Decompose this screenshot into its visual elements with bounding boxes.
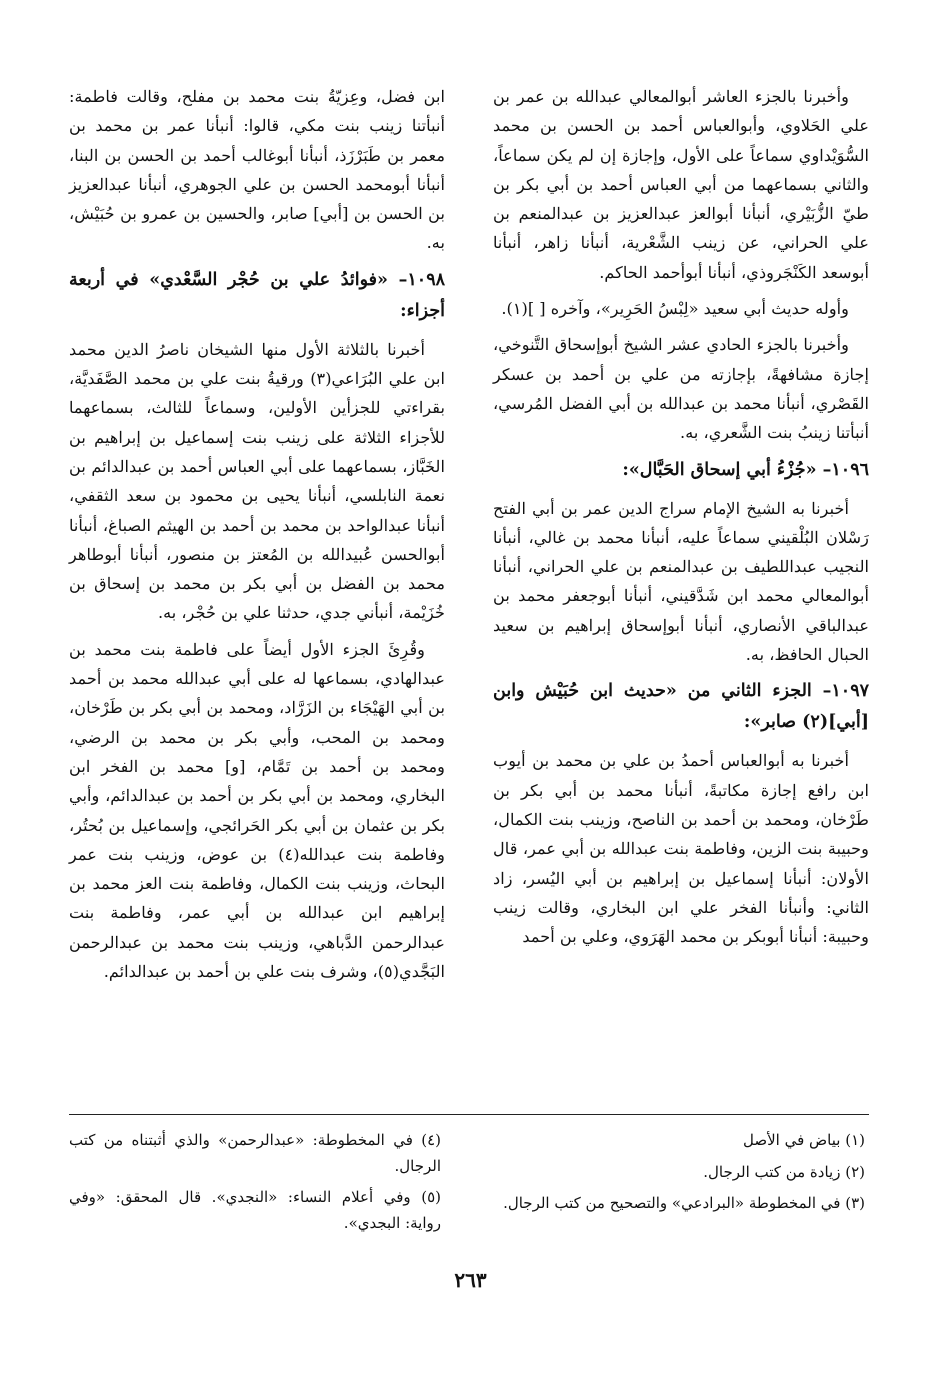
footnote-5: (٥) وفي أعلام النساء: «النجدي». قال المحقق: «وفي رواية: البجدي».	[69, 1188, 441, 1232]
heading-1096: ١٠٩٦– «جُزْءُ أبي إسحاق الحَبَّال»:	[622, 459, 869, 480]
left-text-column	[69, 82, 445, 993]
footnote-3: (٣) في المخطوطة «البرادعي» والتصحيح من كتب الرجال.	[503, 1194, 865, 1212]
paragraph-1098: أخبرنا بالثلاثة الأول منها الشيخان ناصرُ الدين محمد ابن علي البُرَاعي(٣) ورقيةُ بنت علي بن محمد الصَّفَديَّة، بقراءتي للجزأين الأولين، وسماعاً للثالث، بسماعهما للأجزاء الثلاثة على زينب بنت إسماعيل بن إبراهيم بن الخَبَّاز، بسماعهما على أبي العباس أحمد بن عبدالدائم بن نعمة النابلسي، أنبأنا يحيى بن محمود بن سعد الثقفي، أنبأنا عبدالواحد بن محمد بن أحمد بن الهيثم الصباغ، أنبأنا أبوالحسن عُبيدالله بن المُعتز بن منصور، أنبأنا أبوطاهر محمد بن الفضل بن أبي بكر بن محمد بن إسحاق بن خُزَيْمة، أنبأني جدي، حدثنا علي بن حُجْر، به.	[69, 339, 445, 623]
heading-1097: ١٠٩٧– الجزء الثاني من «حديث ابن حُبَيْش وابن [أبي](٢) صابر»:	[493, 681, 869, 733]
paragraph-first-hadith: وأوله حديث أبي سعيد «لِبْسُ الحَرِير»، وآخره [ ](١).	[501, 299, 849, 319]
paragraph-part10: وأخبرنا بالجزء العاشر أبوالمعالي عبدالله بن عمر بن علي الحَلاوي، وأبوالعباس أحمد بن الحسن بن محمد السُّوَيْداوي سماعاً على الأول، وإجازة إن لم يكن سماعاً، والثاني بسماعهما من أبي العباس أحمد بن أبي بكر بن طيّ الزُّبَيْري، أنبأنا أبوالعز عبدالعزيز بن عبدالمنعم بن علي الحراني، عن زينب الشَّعْرية، أنبأنا زاهر، أنبأنا أبوسعد الكَنْجَروذي، أنبأنا أبوأحمد الحاكم.	[493, 87, 869, 282]
paragraph-1097: أخبرنا به أبوالعباس أحمدُ بن علي بن محمد بن أيوب ابن رافع إجازة مكاتبةً، أنبأنا محمد بن أبي بكر بن طَرْخان، ومحمد بن أحمد بن الناصح، وزينب بنت الكمال، وحبيبة بنت الزين، وفاطمة بنت عبدالله بن أبي عمر، قال الأولان: أنبأنا إسماعيل بن إبراهيم بن أبي اليُسر، زاد الثاني: وأنبأنا الفخر علي ابن البخاري، وقالت زينب وحبيبة: أنبأنا أبوبكر بن محمد الهَرَوي، وعلي بن أحمد	[493, 751, 869, 947]
footnote-2: (٢) زيادة من كتب الرجال.	[703, 1162, 865, 1181]
footnote-divider	[69, 1114, 869, 1115]
heading-1098: ١٠٩٨– «فوائدُ علي بن حُجْر السَّعْدي» في أربعة أجزاء:	[69, 269, 445, 321]
paragraph-1096: أخبرنا به الشيخ الإمام سراج الدين عمر بن أبي الفتح رَسْلان البُلْقيني سماعاً عليه، أنبأنا محمد بن غالي، أنبأنا النجيب عبداللطيف بن عبدالمنعم بن علي الحراني، أنبأنا أبوالمعالي محمد ابن شَدَّقيني، أنبأنا أبوجعفر محمد بن عبدالباقي الأنصاري، أنبأنا أبوإسحاق إبراهيم بن سعيد الحبال الحافظ، به.	[493, 498, 869, 665]
paragraph-1097-continued: ابن فضل، وعِزيّةُ بنت محمد بن مفلح، وقالت فاطمة: أنبأتنا زينب بنت مكي، قالوا: أنبأنا عمر بن محمد بن معمر بن طَبَرْزَذ، أنبأنا أبوغالب أحمد بن الحسن بن البنا، أنبأنا أبومحمد الحسن بن علي الجوهري، أنبأنا عبدالعزيز بن الحسن بن [أبي] صابر، والحسين بن عمرو بن حُبَيْش، به.	[69, 87, 445, 253]
footnotes-left	[69, 1128, 441, 1242]
right-text-column	[493, 82, 869, 958]
footnotes-right	[493, 1128, 865, 1223]
footnote-1: (١) بياض في الأصل	[743, 1131, 865, 1149]
paragraph-part11: وأخبرنا بالجزء الحادي عشر الشيخ أبوإسحاق التَّنوخي، إجازة مشافهةً، بإجازته من علي بن أحمد بن عسكر القَصْري، أنبأنا محمد بن عبدالله بن أبي الفضل المُرسي، أنبأتنا زينبُ بنت الشَّعري، به.	[493, 335, 869, 443]
footnote-4: (٤) في المخطوطة: «عبدالرحمن» والذي أثبتناه من كتب الرجال.	[69, 1131, 441, 1175]
paragraph-1098-part1: وقُرِئَ الجزء الأول أيضاً على فاطمة بنت محمد بن عبدالهادي، بسماعها له على أبي عبدالله محمد بن أحمد بن أبي الهَيْجَاء بن الزَرَّاد، ومحمد بن أبي بكر بن طَرْخان، ومحمد بن المحب، وأبي بكر بن محمد بن الرضي، ومحمد بن أحمد بن تَمَّام، [و] محمد بن الفخر ابن البخاري، ومحمد بن أبي بكر بن أحمد بن عبدالدائم، وأبي بكر بن عثمان بن أبي بكر الحَرائجي، وإسماعيل بن بُحتُر، وفاطمة بنت عبدالله(٤) بن عوض، وزينب بنت عمر البحاث، وزينب بنت الكمال، وفاطمة بنت العز محمد بن إبراهيم ابن عبدالله بن أبي عمر، وفاطمة بنت عبدالرحمن الدَّباهي، وزينب بنت محمد بن عبدالرحمن البَجَّدي(٥)، وشرف بنت علي بن أحمد بن عبدالدائم.	[69, 639, 446, 982]
page-number: ٢٦٣	[454, 1268, 487, 1292]
